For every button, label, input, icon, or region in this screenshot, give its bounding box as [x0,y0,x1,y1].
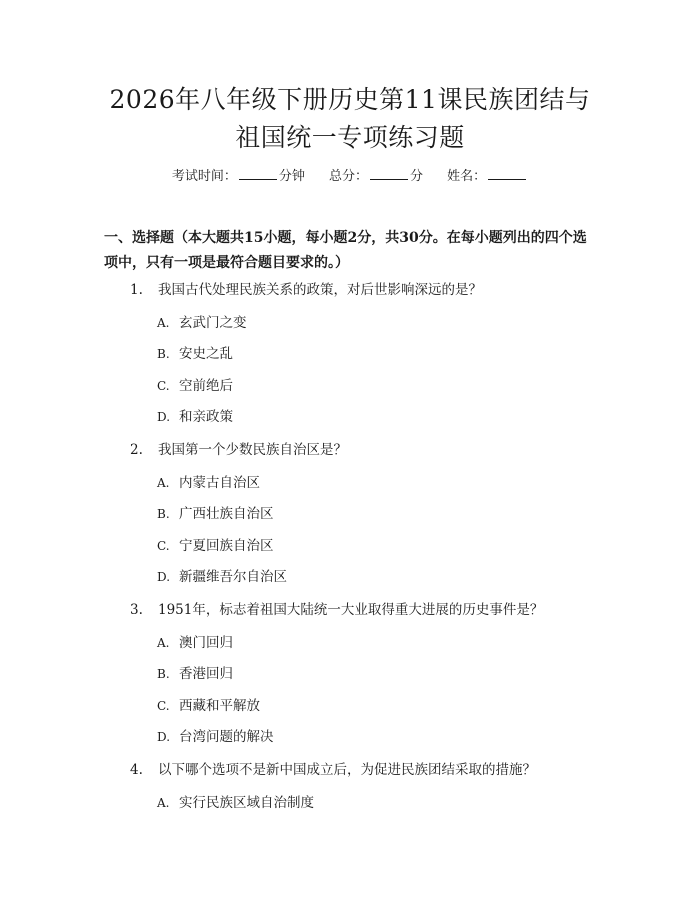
option-letter: D. [157,730,171,744]
question-2-option-a[interactable] [157,473,260,493]
option-letter: C. [157,379,170,393]
question-number: 1. [130,282,143,298]
exam-meta-row [0,167,700,187]
option-text: 澳门回归 [179,635,233,651]
question-4 [130,760,536,780]
question-1-option-a[interactable] [157,313,247,333]
question-2-option-c[interactable] [157,536,274,556]
question-1-option-d[interactable] [157,407,233,427]
question-1-option-b[interactable] [157,344,233,364]
question-text: 我国古代处理民族关系的政策，对后世影响深远的是？ [158,282,482,298]
question-4-option-a[interactable] [157,793,314,813]
question-3-option-c[interactable] [157,696,260,716]
question-2-option-b[interactable] [157,504,274,524]
total-score-unit: 分 [410,169,424,184]
question-3-option-a[interactable] [157,633,233,653]
total-score-field [329,167,423,187]
option-letter: A. [157,796,170,810]
exam-title-line-2: 祖国统一专项练习题 [235,123,465,152]
exam-time-unit: 分钟 [278,169,305,184]
question-3-option-b[interactable] [157,664,233,684]
option-text: 西藏和平解放 [179,698,260,714]
option-text: 香港回归 [179,666,233,682]
exam-title-line-1: 2026年八年级下册历史第11课民族团结与 [109,85,591,114]
question-number: 4. [130,762,143,778]
option-text: 台湾问题的解决 [179,729,274,745]
question-text: 以下哪个选项不是新中国成立后，为促进民族团结采取的措施？ [158,762,536,778]
question-3-option-d[interactable] [157,727,274,747]
option-text: 安史之乱 [179,346,233,362]
option-letter: A. [157,316,170,330]
option-text: 玄武门之变 [179,315,247,331]
question-3 [130,600,543,620]
student-name-blank[interactable] [488,167,526,180]
exam-time-label: 考试时间： [171,169,237,184]
option-text: 空前绝后 [179,378,233,394]
option-text: 内蒙古自治区 [179,475,260,491]
question-text: 我国第一个少数民族自治区是？ [158,442,347,458]
option-text: 新疆维吾尔自治区 [179,569,287,585]
option-letter: A. [157,476,170,490]
question-1 [130,280,482,300]
option-text: 广西壮族自治区 [179,506,274,522]
question-1-option-c[interactable] [157,376,233,396]
question-text: 1951年，标志着祖国大陆统一大业取得重大进展的历史事件是？ [158,602,544,618]
option-text: 宁夏回族自治区 [179,538,274,554]
option-letter: A. [157,636,170,650]
option-letter: B. [157,347,170,361]
option-letter: C. [157,699,170,713]
student-name-field [447,167,528,187]
total-score-label: 总分： [328,169,368,184]
question-2-option-d[interactable] [157,567,287,587]
section-heading-line-2: 项中，只有一项是最符合题目要求的。） [104,255,349,271]
option-letter: C. [157,539,170,553]
total-score-blank[interactable] [370,167,408,180]
section-heading-line-1: 一、选择题（本大题共15小题，每小题2分，共30分。在每小题列出的四个选 [104,230,587,246]
option-letter: D. [157,410,171,424]
student-name-label: 姓名： [447,169,487,184]
option-text: 实行民族区域自治制度 [179,795,314,811]
question-number: 3. [130,602,143,618]
question-number: 2. [130,442,143,458]
exam-time-blank[interactable] [239,167,277,180]
option-letter: B. [157,507,170,521]
option-text: 和亲政策 [179,409,233,425]
question-2 [130,440,347,460]
option-letter: B. [157,667,170,681]
option-letter: D. [157,570,171,584]
exam-time-field [172,167,305,187]
